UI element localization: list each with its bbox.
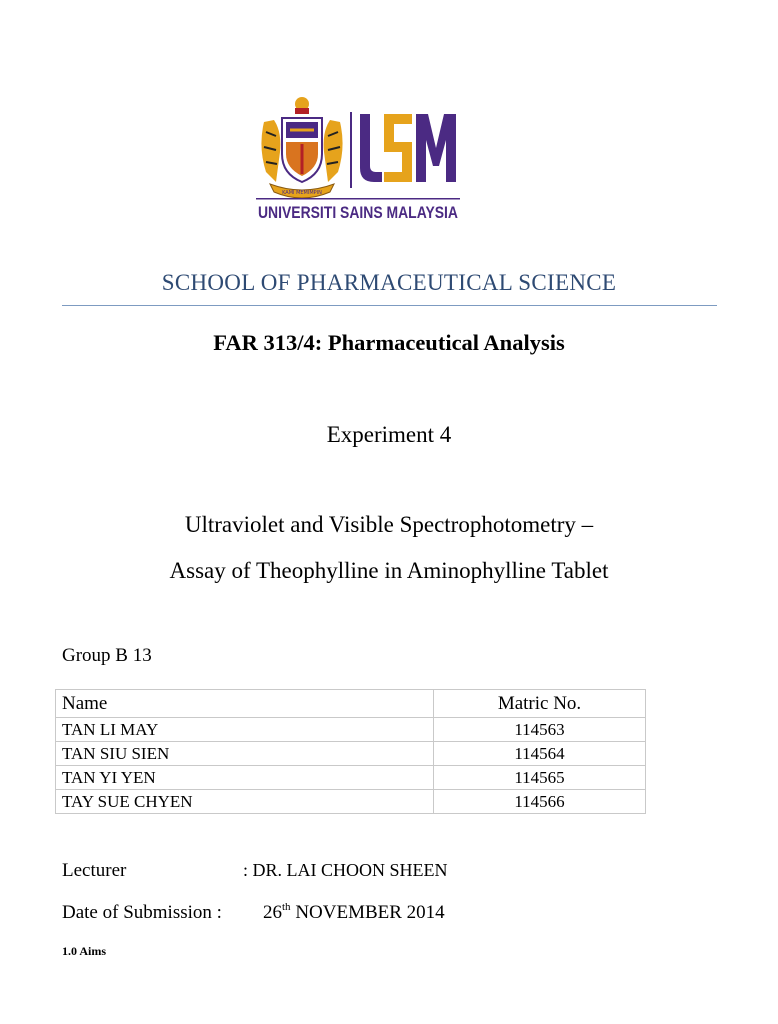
member-name: TAY SUE CHYEN bbox=[56, 790, 434, 814]
university-name: UNIVERSITI SAINS MALAYSIA bbox=[258, 203, 458, 222]
submission-day-suffix: th bbox=[282, 901, 291, 913]
course-title: FAR 313/4: Pharmaceutical Analysis bbox=[213, 330, 565, 355]
school-name: SCHOOL OF PHARMACEUTICAL SCIENCE bbox=[161, 270, 617, 295]
member-name: TAN LI MAY bbox=[56, 718, 434, 742]
member-matric: 114565 bbox=[434, 766, 646, 790]
section-heading-aims: 1.0 Aims bbox=[62, 944, 107, 958]
table-row bbox=[56, 742, 646, 766]
usm-wordmark bbox=[360, 114, 456, 182]
school-divider bbox=[62, 305, 717, 306]
header-matric: Matric No. bbox=[434, 690, 646, 718]
submission-date bbox=[263, 902, 445, 924]
member-matric: 114564 bbox=[434, 742, 646, 766]
usm-crest-icon bbox=[261, 97, 342, 198]
lecturer-name: : DR. LAI CHOON SHEEN bbox=[243, 860, 448, 880]
members-table bbox=[55, 689, 646, 814]
usm-logo bbox=[256, 92, 460, 224]
member-name: TAN YI YEN bbox=[56, 766, 434, 790]
table-header-row bbox=[56, 690, 646, 718]
member-name: TAN SIU SIEN bbox=[56, 742, 434, 766]
experiment-title-line-2: Assay of Theophylline in Aminophylline Tablet bbox=[169, 558, 609, 583]
submission-date-label: Date of Submission : bbox=[62, 902, 222, 923]
table-row bbox=[56, 718, 646, 742]
member-matric: 114566 bbox=[434, 790, 646, 814]
experiment-title-line-1: Ultraviolet and Visible Spectrophotometry – bbox=[184, 512, 594, 537]
svg-text:KAMI MEMIMPIN: KAMI MEMIMPIN bbox=[282, 190, 322, 196]
table-row bbox=[56, 790, 646, 814]
member-matric: 114563 bbox=[434, 718, 646, 742]
table-row bbox=[56, 766, 646, 790]
experiment-number: Experiment 4 bbox=[326, 422, 452, 447]
header-name: Name bbox=[56, 690, 434, 718]
group-label: Group B 13 bbox=[62, 645, 152, 666]
submission-day: 26 bbox=[263, 902, 282, 923]
submission-month-year: NOVEMBER 2014 bbox=[290, 902, 445, 923]
lecturer-label: Lecturer bbox=[62, 860, 127, 881]
